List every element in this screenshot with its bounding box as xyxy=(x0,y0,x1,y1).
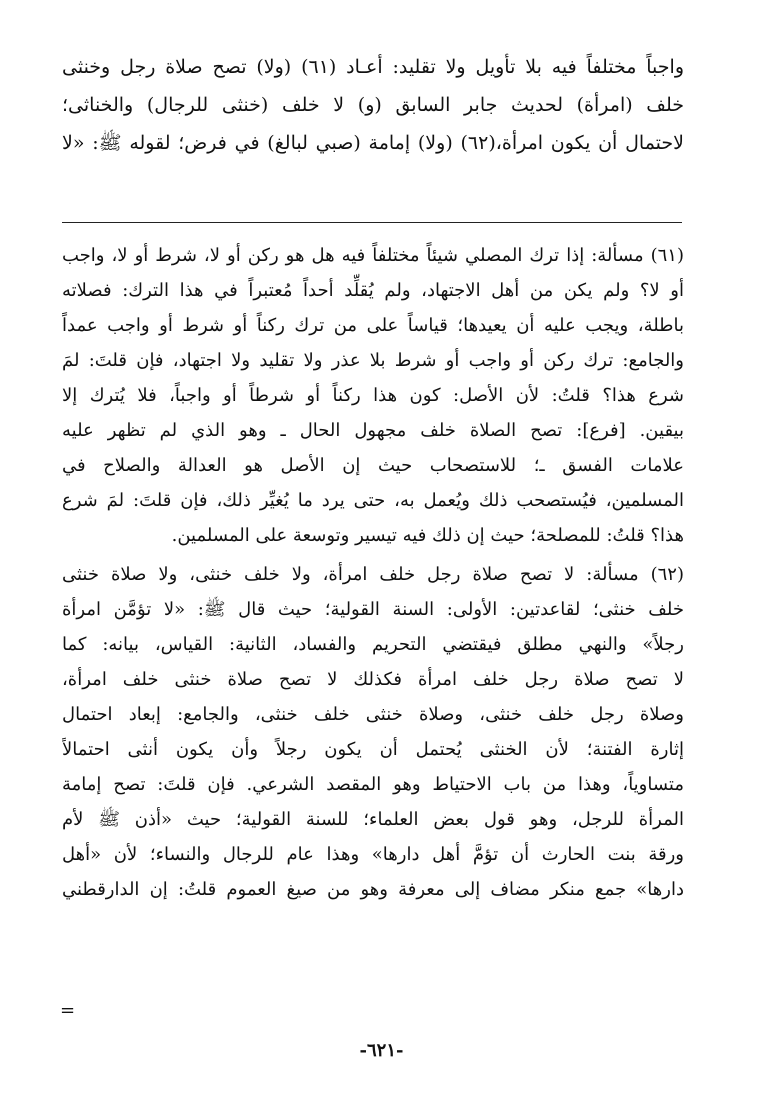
footnote-line: المرأة للرجل، وهو قول بعض العلماء؛ للسنة القولية؛ حيث «أذن ﷺ لأم xyxy=(62,809,684,830)
footnote-line: دارها» جمع منكر مضاف إلى معرفة وهو من صيغ العموم قلتُ: إن الدارقطني xyxy=(62,879,684,900)
main-text-line: خلف (امرأة) لحديث جابر السابق (و) لا خلف (خنثى للرجال) والخناثى؛ xyxy=(62,94,684,116)
footnote-line: (٦٢) مسألة: لا تصح صلاة رجل خلف امرأة، ولا خلف خنثى، ولا صلاة خنثى xyxy=(62,564,684,585)
footnote-line: ورقة بنت الحارث أن تؤمَّ أهل دارها» وهذا عام للرجال والنساء؛ لأن «أهل xyxy=(62,844,684,865)
footnote-line: لا تصح صلاة رجل خلف امرأة فكذلك لا تصح صلاة خنثى خلف امرأة، xyxy=(62,669,684,690)
footnote-separator xyxy=(62,222,682,223)
main-text-line: لاحتمال أن يكون امرأة،(٦٢) (ولا) إمامة (صبي لبالغ) في فرض؛ لقوله ﷺ: «لا xyxy=(62,132,684,154)
footnotes xyxy=(62,238,684,907)
footnote-61 xyxy=(62,238,684,553)
footnote-line: شرع هذا؟ قلتُ: لأن الأصل: كون هذا ركناً أو شرطاً أو واجباً، فلا يُترك إلا xyxy=(62,385,684,406)
footnote-line: بيقين. [فرع]: تصح الصلاة خلف مجهول الحال ـ وهو الذي لم تظهر عليه xyxy=(62,420,684,441)
footnote-line: رجلاً» والنهي مطلق فيقتضي التحريم والفساد، الثانية: القياس، بيانه: كما xyxy=(62,634,684,655)
page-number: -٦٢١- xyxy=(359,1040,404,1061)
footnote-line: (٦١) مسألة: إذا ترك المصلي شيئاً مختلفاً فيه هل هو ركن أو لا، شرط أو لا، واجب xyxy=(62,245,684,266)
continuation-mark: = xyxy=(60,1000,76,1021)
footnote-62 xyxy=(62,557,684,907)
main-text xyxy=(62,48,684,162)
footnote-line: وصلاة رجل خلف خنثى، وصلاة خنثى خلف خنثى، والجامع: إبعاد احتمال xyxy=(62,704,684,725)
footnote-line: المسلمين، فيُستصحب ذلك ويُعمل به، حتى يرد ما يُغيِّر ذلك، فإن قلتَ: لمَ شرع xyxy=(62,490,684,511)
main-text-line: واجباً مختلفاً فيه بلا تأويل ولا تقليد: أعـاد (٦١) (ولا) تصح صلاة رجل وخنثى xyxy=(62,56,684,78)
footnote-line: إثارة الفتنة؛ لأن الخنثى يُحتمل أن يكون رجلاً وأن يكون أنثى احتمالاً xyxy=(62,739,684,760)
footnote-line: علامات الفسق ـ؛ للاستصحاب حيث إن الأصل هو العدالة والصلاح في xyxy=(62,455,684,476)
footnote-line: باطلة، ويجب عليه أن يعيدها؛ قياساً على من ترك ركناً أو شرط أو واجب عمداً xyxy=(62,315,684,336)
footnote-line: متساوياً، وهذا من باب الاحتياط وهو المقصد الشرعي. فإن قلتَ: تصح إمامة xyxy=(62,774,684,795)
footnote-line: خلف خنثى؛ لقاعدتين: الأولى: السنة القولية؛ حيث قال ﷺ: «لا تؤمَّن امرأة xyxy=(62,599,684,620)
footnote-line: هذا؟ قلتُ: للمصلحة؛ حيث إن ذلك فيه تيسير وتوسعة على المسلمين. xyxy=(171,525,684,546)
footnote-line: أو لا؟ ولم يكن من أهل الاجتهاد، ولم يُقلِّد أحداً مُعتبراً في هذا الترك: فصلاته xyxy=(62,280,684,301)
footnote-line: والجامع: ترك ركن أو واجب أو شرط بلا عذر ولا تقليد ولا اجتهاد، فإن قلتَ: لمَ xyxy=(62,350,684,371)
